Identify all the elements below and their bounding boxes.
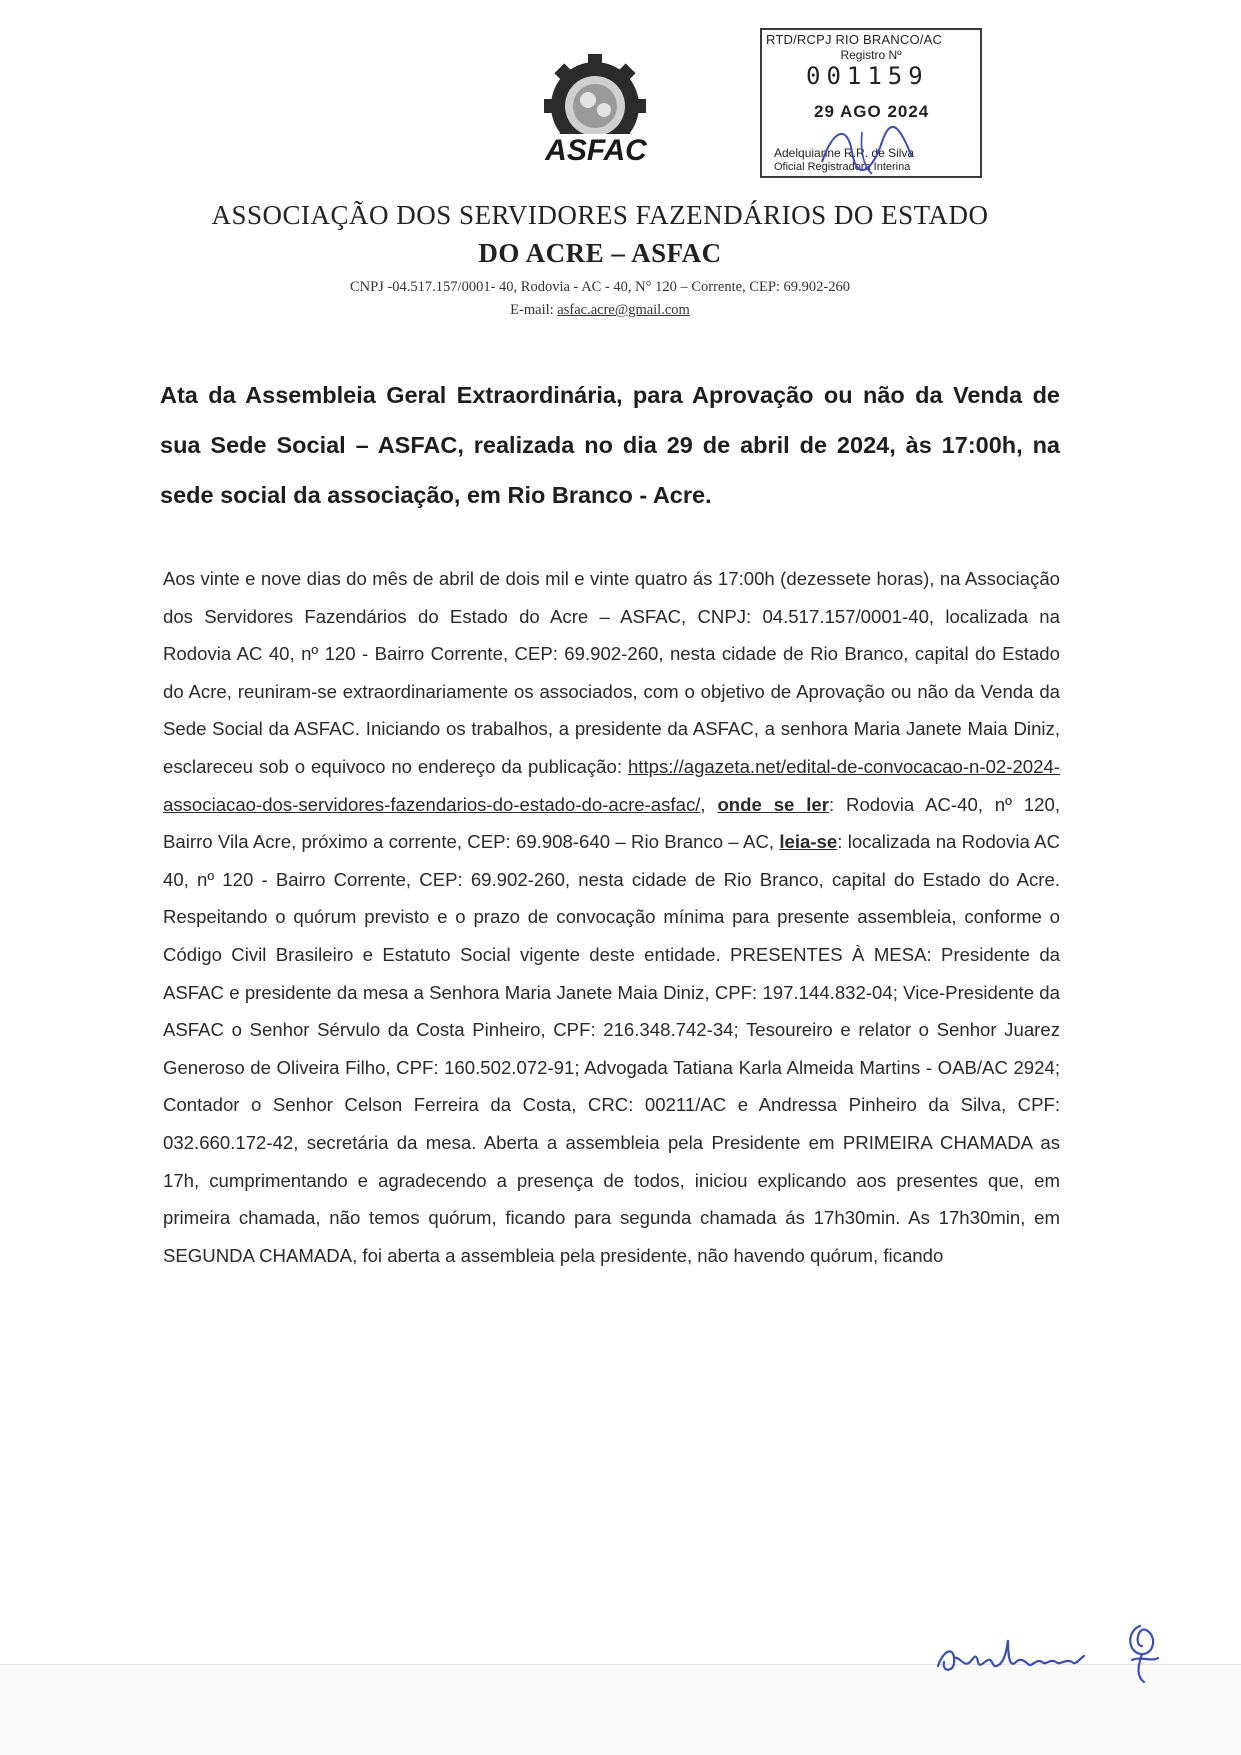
secretary-signature xyxy=(930,1628,1090,1684)
stamp-office: RTD/RCPJ RIO BRANCO/AC xyxy=(766,32,943,47)
body-text-4: : localizada na Rodovia AC 40, nº 120 - Bairro Corrente, CEP: 69.902-260, nesta cidade de Rio Branco, capital do Estado do Acre. Respeitando o quórum previsto e o prazo de convocação mínima para presente assembleia, conforme o Código Civil Brasileiro e Estatuto Social vigente deste entidade. PRESENTES À MESA: Presidente da ASFAC e presidente da mesa a Senhora Maria Janete Maia Diniz, CPF: 197.144.832-04; Vice-Presidente da ASFAC o Senhor Sérvulo da Costa Pinheiro, CPF: 216.348.742-34; Tesoureiro e relator o Senhor Juarez Generoso de Oliveira Filho, CPF: 160.502.072-91; Advogada Tatiana Karla Almeida Martins - OAB/AC 2924; Contador o Senhor Celson Ferreira da Costa, CRC: 00211/AC e Andressa Pinheiro da Silva, CPF: 032.660.172-42, secretária da mesa. Aberta a assembleia pela Presidente em PRIMEIRA CHAMADA as 17h, cumprimentando e agradecendo a presença de todos, iniciou explicando aos presentes que, em primeira chamada, não temos quórum, ficando para segunda chamada ás 17h30min. As 17h30min, em SEGUNDA CHAMADA, foi aberta a assembleia pela presidente, não havendo quórum, ficando xyxy=(163,831,1060,1266)
logo-text: ASFAC xyxy=(545,134,647,167)
document-title: Ata da Assembleia Geral Extraordinária, para Aprovação ou não da Venda de sua Sede Social – ASFAC, realizada no dia 29 de abril de 2024, às 17:00h, na sede social da associação, em Rio Branco - Acre. xyxy=(160,382,1060,508)
stamp-officer: Adelquianne R.R. de Silva xyxy=(774,146,915,160)
organization-contact xyxy=(150,276,1050,322)
contact-line: CNPJ -04.517.157/0001- 40, Rodovia - AC - 40, N° 120 – Corrente, CEP: 69.902-260 xyxy=(350,279,850,295)
body-text-1: Aos vinte e nove dias do mês de abril de dois mil e vinte quatro ás 17:00h (dezessete horas), na Associação dos Servidores Fazendários do Estado do Acre – ASFAC, CNPJ: 04.517.157/0001-40, localizada na Rodovia AC 40, nº 120 - Bairro Corrente, CEP: 69.902-260, nesta cidade de Rio Branco, capital do Estado do Acre, reuniram-se extraordinariamente os associados, com o objetivo de Aprovação ou não da Venda da Sede Social da ASFAC. Iniciando os trabalhos, a presidente da ASFAC, a senhora Maria Janete Maia Diniz, esclareceu sob o equivoco no endereço da publicação: xyxy=(163,568,1060,777)
organization-name xyxy=(150,196,1050,272)
publication-link[interactable]: https://agazeta.net/edital-de-convocacao-n-02-2024-associacao-dos-servidores-fazendarios-do-estado-do-acre-asfac/ xyxy=(163,755,1060,815)
org-name-line2: DO ACRE – ASFAC xyxy=(478,238,722,268)
org-name-line1: ASSOCIAÇÃO DOS SERVIDORES FAZENDÁRIOS DO ESTADO xyxy=(211,200,989,230)
initial-signature xyxy=(1118,1616,1168,1686)
email-label: E-mail: xyxy=(510,302,558,318)
leia-se-label: leia-se xyxy=(779,831,838,853)
document-body xyxy=(163,560,1060,1274)
registry-stamp xyxy=(760,28,982,178)
email-link[interactable]: asfac.acre@gmail.com xyxy=(557,302,690,318)
stamp-registry-number: 001159 xyxy=(806,62,929,90)
onde-se-ler-label: onde se ler xyxy=(717,793,829,815)
stamp-registry-label: Registro Nº xyxy=(840,48,902,62)
stamp-pen-signature xyxy=(802,112,922,182)
body-text-3: : Rodovia AC-40, nº 120, Bairro Vila Acre, próximo a corrente, CEP: 69.908-640 – Rio Branco – AC, xyxy=(163,793,1060,853)
email-line xyxy=(150,299,1050,322)
stamp-date: 29 AGO 2024 xyxy=(814,102,930,121)
asfac-logo xyxy=(520,52,670,170)
body-text-2: , xyxy=(700,793,718,815)
stamp-role: Oficial Registradora Interina xyxy=(774,161,911,173)
